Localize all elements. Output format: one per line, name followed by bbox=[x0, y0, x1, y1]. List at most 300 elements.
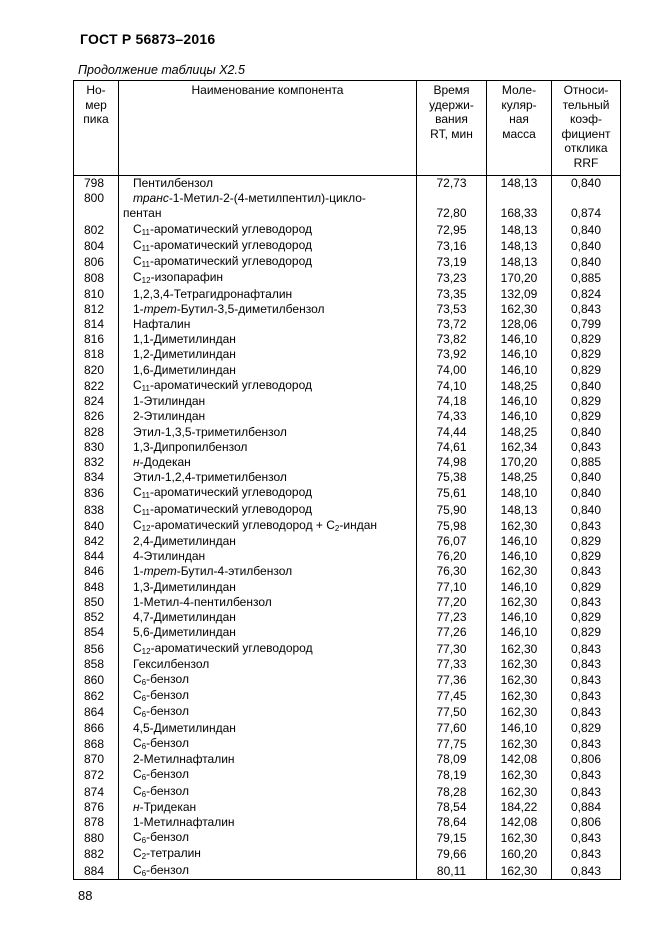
header-retention-time bbox=[417, 81, 487, 176]
table-row bbox=[74, 784, 621, 800]
header-line: RT, мин bbox=[430, 126, 473, 141]
table-row bbox=[74, 238, 621, 254]
name-text: 4,7-Диметилиндан bbox=[133, 610, 236, 625]
peak-number-cell: 810 bbox=[74, 287, 119, 302]
name-text: 4,5-Диметилиндан bbox=[133, 720, 236, 735]
name-text: -бензол bbox=[146, 735, 189, 750]
peak-number-cell: 878 bbox=[74, 815, 119, 830]
retention-time-cell: 78,64 bbox=[417, 815, 487, 830]
header-line: удержи- bbox=[429, 97, 474, 112]
peak-number-cell: 822 bbox=[74, 378, 119, 394]
table-row bbox=[74, 549, 621, 564]
name-text: Нафталин bbox=[133, 316, 191, 331]
component-name-cell bbox=[119, 440, 417, 455]
rrf-cell: 0,874 bbox=[552, 191, 621, 221]
header-line: отклика bbox=[564, 141, 608, 155]
table-row bbox=[74, 378, 621, 394]
name-text: 2-Метилнафталин bbox=[133, 752, 235, 767]
retention-time-cell: 73,72 bbox=[417, 317, 487, 332]
carbon-symbol: C bbox=[133, 735, 142, 750]
retention-time-cell: 72,73 bbox=[417, 176, 487, 192]
retention-time-cell: 77,36 bbox=[417, 672, 487, 688]
name-text: -Бутил-4-этилбензол bbox=[176, 564, 293, 579]
header-line: RRF bbox=[573, 155, 599, 170]
table-row bbox=[74, 815, 621, 830]
molecular-mass-cell: 146,10 bbox=[487, 721, 552, 736]
retention-time-cell: 75,90 bbox=[417, 502, 487, 518]
header-line: коэф- bbox=[569, 112, 603, 126]
component-name-cell bbox=[119, 784, 417, 800]
component-name-cell bbox=[119, 317, 417, 332]
rrf-cell: 0,843 bbox=[552, 704, 621, 720]
header-line: Время bbox=[433, 83, 470, 97]
peak-number-cell: 832 bbox=[74, 455, 119, 470]
retention-time-cell: 75,38 bbox=[417, 470, 487, 485]
table-row bbox=[74, 688, 621, 704]
header-component-name bbox=[119, 81, 417, 176]
retention-time-cell: 74,10 bbox=[417, 378, 487, 394]
carbon-symbol: C bbox=[133, 517, 142, 532]
header-line: Но- bbox=[86, 83, 106, 97]
retention-time-cell: 73,82 bbox=[417, 332, 487, 347]
retention-time-cell: 77,50 bbox=[417, 704, 487, 720]
molecular-mass-cell: 146,10 bbox=[487, 347, 552, 362]
component-name-cell bbox=[119, 485, 417, 501]
molecular-mass-cell: 148,13 bbox=[487, 254, 552, 270]
table-row bbox=[74, 625, 621, 640]
rrf-cell: 0,843 bbox=[552, 518, 621, 534]
retention-time-cell: 74,44 bbox=[417, 425, 487, 440]
molecular-mass-cell: 162,30 bbox=[487, 736, 552, 752]
name-text: -ароматический углеводород + C bbox=[150, 517, 335, 532]
retention-time-cell: 73,23 bbox=[417, 270, 487, 286]
rrf-cell: 0,840 bbox=[552, 470, 621, 485]
header-relative-response-factor bbox=[552, 81, 621, 176]
name-line-1 bbox=[133, 191, 413, 206]
name-text: -ароматический углеводород bbox=[149, 237, 312, 252]
retention-time-cell: 76,20 bbox=[417, 549, 487, 564]
table-row bbox=[74, 440, 621, 455]
table-row bbox=[74, 534, 621, 549]
table-row bbox=[74, 767, 621, 783]
name-text: -бензол bbox=[146, 688, 189, 703]
molecular-mass-cell: 146,10 bbox=[487, 610, 552, 625]
table-row bbox=[74, 721, 621, 736]
component-name-cell bbox=[119, 736, 417, 752]
peak-number-cell: 854 bbox=[74, 625, 119, 640]
rrf-cell: 0,829 bbox=[552, 409, 621, 424]
retention-time-cell: 73,53 bbox=[417, 302, 487, 317]
component-name-cell bbox=[119, 502, 417, 518]
carbon-count-subscript: 11 bbox=[141, 507, 150, 517]
peak-number-cell: 874 bbox=[74, 784, 119, 800]
molecular-mass-cell: 148,13 bbox=[487, 502, 552, 518]
component-name-cell bbox=[119, 595, 417, 610]
table-row bbox=[74, 800, 621, 815]
rrf-cell: 0,843 bbox=[552, 641, 621, 657]
component-name-cell bbox=[119, 721, 417, 736]
table-row bbox=[74, 470, 621, 485]
header-line: Моле- bbox=[501, 83, 537, 97]
peak-number-cell: 804 bbox=[74, 238, 119, 254]
header-line: мер bbox=[85, 97, 107, 112]
header-line: куляр- bbox=[501, 97, 537, 112]
molecular-mass-cell: 162,34 bbox=[487, 440, 552, 455]
component-name-cell bbox=[119, 425, 417, 440]
rrf-cell: 0,824 bbox=[552, 287, 621, 302]
component-name-cell bbox=[119, 800, 417, 815]
retention-time-cell: 73,19 bbox=[417, 254, 487, 270]
retention-time-cell: 77,26 bbox=[417, 625, 487, 640]
rrf-cell: 0,840 bbox=[552, 425, 621, 440]
rrf-cell: 0,843 bbox=[552, 736, 621, 752]
peak-number-cell: 866 bbox=[74, 721, 119, 736]
table-row bbox=[74, 485, 621, 501]
molecular-mass-cell: 162,30 bbox=[487, 830, 552, 846]
molecular-mass-cell: 148,13 bbox=[487, 238, 552, 254]
peak-number-cell: 830 bbox=[74, 440, 119, 455]
molecular-mass-cell: 170,20 bbox=[487, 270, 552, 286]
retention-time-cell: 75,61 bbox=[417, 485, 487, 501]
name-text: 1,3-Диметилиндан bbox=[133, 579, 236, 594]
name-text: 1,1-Диметилиндан bbox=[133, 332, 236, 347]
document-code: ГОСТ Р 56873–2016 bbox=[80, 31, 216, 47]
carbon-count-subscript: 11 bbox=[141, 383, 150, 393]
table-row bbox=[74, 657, 621, 672]
molecular-mass-cell: 146,10 bbox=[487, 394, 552, 409]
component-name-cell bbox=[119, 830, 417, 846]
rrf-cell: 0,829 bbox=[552, 394, 621, 409]
component-name-cell bbox=[119, 191, 417, 221]
carbon-count-subscript: 11 bbox=[141, 227, 150, 237]
name-text: -Тридекан bbox=[139, 799, 197, 814]
carbon-count-subscript: 6 bbox=[141, 678, 147, 687]
component-name-cell bbox=[119, 347, 417, 362]
carbon-count-subscript: 2 bbox=[334, 523, 340, 533]
retention-time-cell: 75,98 bbox=[417, 518, 487, 534]
name-text: 4-Этилиндан bbox=[133, 549, 206, 564]
name-text: -ароматический углеводород bbox=[149, 485, 312, 500]
table-continuation-caption: Продолжение таблицы X2.5 bbox=[78, 63, 245, 77]
molecular-mass-cell: 162,30 bbox=[487, 564, 552, 579]
carbon-symbol: C bbox=[133, 767, 142, 782]
peak-number-cell: 834 bbox=[74, 470, 119, 485]
name-text: -бензол bbox=[146, 783, 189, 798]
header-line: вания bbox=[435, 112, 468, 126]
carbon-count-subscript: 6 bbox=[141, 789, 147, 799]
component-name-cell bbox=[119, 846, 417, 862]
carbon-symbol: C bbox=[133, 783, 142, 798]
molecular-mass-cell: 148,10 bbox=[487, 485, 552, 501]
rrf-cell: 0,843 bbox=[552, 440, 621, 455]
peak-number-cell: 816 bbox=[74, 332, 119, 347]
name-text: 2,4-Диметилиндан bbox=[133, 534, 236, 549]
header-line: масса bbox=[502, 126, 536, 141]
rrf-cell: 0,829 bbox=[552, 721, 621, 736]
molecular-mass-cell: 148,25 bbox=[487, 378, 552, 394]
peak-number-cell: 812 bbox=[74, 302, 119, 317]
rrf-cell: 0,840 bbox=[552, 485, 621, 501]
table-row bbox=[74, 736, 621, 752]
peak-number-cell: 882 bbox=[74, 846, 119, 862]
peak-number-cell: 838 bbox=[74, 502, 119, 518]
name-text: 1,2-Диметилиндан bbox=[133, 347, 236, 362]
retention-time-cell: 77,45 bbox=[417, 688, 487, 704]
molecular-mass-cell: 146,10 bbox=[487, 534, 552, 549]
name-text: 1,2,3,4-Тетрагидронафталин bbox=[133, 286, 293, 301]
rrf-cell: 0,843 bbox=[552, 302, 621, 317]
peak-number-cell: 880 bbox=[74, 830, 119, 846]
rrf-cell: 0,829 bbox=[552, 534, 621, 549]
component-name-cell bbox=[119, 625, 417, 640]
table-row bbox=[74, 317, 621, 332]
name-text: 1,6-Диметилиндан bbox=[133, 362, 236, 377]
carbon-count-subscript: 12 bbox=[141, 523, 151, 533]
carbon-symbol: C bbox=[133, 377, 142, 392]
name-text: 5,6-Диметилиндан bbox=[133, 625, 236, 640]
retention-time-cell: 79,66 bbox=[417, 846, 487, 862]
peak-number-cell: 870 bbox=[74, 752, 119, 767]
molecular-mass-cell: 168,33 bbox=[487, 191, 552, 221]
peak-number-cell: 862 bbox=[74, 688, 119, 704]
name-text: 1-Метилнафталин bbox=[133, 814, 235, 829]
carbon-count-subscript: 12 bbox=[141, 646, 151, 656]
retention-time-cell: 74,00 bbox=[417, 363, 487, 378]
retention-time-cell: 74,61 bbox=[417, 440, 487, 455]
rrf-cell: 0,840 bbox=[552, 502, 621, 518]
components-table bbox=[73, 80, 621, 880]
retention-time-cell: 76,07 bbox=[417, 534, 487, 549]
retention-time-cell: 78,28 bbox=[417, 784, 487, 800]
carbon-count-subscript: 6 bbox=[141, 741, 147, 751]
component-name-cell bbox=[119, 302, 417, 317]
peak-number-cell: 858 bbox=[74, 657, 119, 672]
rrf-cell: 0,843 bbox=[552, 672, 621, 688]
carbon-count-subscript: 6 bbox=[141, 868, 147, 878]
retention-time-cell: 73,92 bbox=[417, 347, 487, 362]
carbon-symbol: C bbox=[133, 704, 142, 719]
name-text: -ароматический углеводород bbox=[149, 501, 312, 516]
carbon-symbol: C bbox=[133, 846, 142, 861]
molecular-mass-cell: 162,30 bbox=[487, 672, 552, 688]
component-name-cell bbox=[119, 672, 417, 688]
component-name-cell bbox=[119, 176, 417, 192]
table-row bbox=[74, 455, 621, 470]
table-row bbox=[74, 176, 621, 192]
carbon-symbol: C bbox=[133, 830, 142, 845]
component-name-cell bbox=[119, 767, 417, 783]
retention-time-cell: 74,33 bbox=[417, 409, 487, 424]
component-name-cell bbox=[119, 254, 417, 270]
molecular-mass-cell: 160,20 bbox=[487, 846, 552, 862]
retention-time-cell: 74,18 bbox=[417, 394, 487, 409]
rrf-cell: 0,843 bbox=[552, 830, 621, 846]
table-body bbox=[74, 176, 621, 880]
peak-number-cell: 842 bbox=[74, 534, 119, 549]
header-line: ная bbox=[509, 112, 529, 126]
retention-time-cell: 77,33 bbox=[417, 657, 487, 672]
peak-number-cell: 828 bbox=[74, 425, 119, 440]
carbon-symbol: C bbox=[133, 221, 142, 236]
peak-number-cell: 840 bbox=[74, 518, 119, 534]
carbon-symbol: C bbox=[133, 485, 142, 500]
name-text: 1- bbox=[133, 564, 144, 579]
molecular-mass-cell: 128,06 bbox=[487, 317, 552, 332]
name-text: -бензол bbox=[146, 767, 189, 782]
carbon-count-subscript: 6 bbox=[141, 773, 147, 783]
rrf-cell: 0,840 bbox=[552, 378, 621, 394]
header-line: Относи- bbox=[563, 83, 609, 97]
header-line: пика bbox=[83, 112, 109, 126]
retention-time-cell: 72,95 bbox=[417, 222, 487, 238]
peak-number-cell: 872 bbox=[74, 767, 119, 783]
peak-number-cell: 876 bbox=[74, 800, 119, 815]
retention-time-cell: 77,20 bbox=[417, 595, 487, 610]
table-header-row bbox=[74, 81, 621, 176]
name-text: -бензол bbox=[146, 862, 189, 877]
molecular-mass-cell: 162,30 bbox=[487, 688, 552, 704]
peak-number-cell: 848 bbox=[74, 580, 119, 595]
molecular-mass-cell: 184,22 bbox=[487, 800, 552, 815]
peak-number-cell: 808 bbox=[74, 270, 119, 286]
name-text: -ароматический углеводород bbox=[149, 377, 312, 392]
component-name-cell bbox=[119, 394, 417, 409]
rrf-cell: 0,806 bbox=[552, 752, 621, 767]
molecular-mass-cell: 162,30 bbox=[487, 518, 552, 534]
component-name-cell bbox=[119, 564, 417, 579]
carbon-count-subscript: 12 bbox=[141, 276, 151, 286]
component-name-cell bbox=[119, 270, 417, 286]
retention-time-cell: 79,15 bbox=[417, 830, 487, 846]
rrf-cell: 0,799 bbox=[552, 317, 621, 332]
molecular-mass-cell: 162,30 bbox=[487, 767, 552, 783]
component-name-cell bbox=[119, 752, 417, 767]
header-peak-number bbox=[74, 81, 119, 176]
table-row bbox=[74, 191, 621, 221]
table-row bbox=[74, 610, 621, 625]
carbon-count-subscript: 11 bbox=[141, 243, 150, 253]
retention-time-cell: 78,54 bbox=[417, 800, 487, 815]
rrf-cell: 0,829 bbox=[552, 549, 621, 564]
carbon-symbol: C bbox=[133, 688, 142, 703]
header-line: тельный bbox=[562, 97, 610, 112]
name-italic-prefix: трет bbox=[143, 564, 177, 579]
retention-time-cell: 80,11 bbox=[417, 863, 487, 880]
table-row bbox=[74, 830, 621, 846]
name-italic-prefix: транс bbox=[133, 191, 169, 206]
table-row bbox=[74, 425, 621, 440]
name-text: Этил-1,3,5-триметилбензол bbox=[133, 424, 287, 439]
molecular-mass-cell: 146,10 bbox=[487, 409, 552, 424]
rrf-cell: 0,829 bbox=[552, 332, 621, 347]
component-name-cell bbox=[119, 409, 417, 424]
component-name-cell bbox=[119, 287, 417, 302]
name-text: -ароматический углеводород bbox=[149, 254, 312, 269]
retention-time-cell: 77,75 bbox=[417, 736, 487, 752]
table-row bbox=[74, 595, 621, 610]
peak-number-cell: 814 bbox=[74, 317, 119, 332]
table-row bbox=[74, 672, 621, 688]
header-molecular-mass bbox=[487, 81, 552, 176]
peak-number-cell: 844 bbox=[74, 549, 119, 564]
table-row bbox=[74, 394, 621, 409]
peak-number-cell: 846 bbox=[74, 564, 119, 579]
component-name-cell bbox=[119, 815, 417, 830]
table-row bbox=[74, 222, 621, 238]
carbon-count-subscript: 6 bbox=[141, 694, 147, 704]
component-name-cell bbox=[119, 549, 417, 564]
molecular-mass-cell: 148,13 bbox=[487, 222, 552, 238]
rrf-cell: 0,829 bbox=[552, 625, 621, 640]
peak-number-cell: 824 bbox=[74, 394, 119, 409]
retention-time-cell: 77,60 bbox=[417, 721, 487, 736]
table-row bbox=[74, 846, 621, 862]
rrf-cell: 0,843 bbox=[552, 595, 621, 610]
peak-number-cell: 806 bbox=[74, 254, 119, 270]
retention-time-cell: 78,09 bbox=[417, 752, 487, 767]
name-text: -Додекан bbox=[139, 454, 191, 469]
rrf-cell: 0,840 bbox=[552, 254, 621, 270]
component-name-cell bbox=[119, 470, 417, 485]
table-row bbox=[74, 502, 621, 518]
rrf-cell: 0,829 bbox=[552, 610, 621, 625]
table-row bbox=[74, 347, 621, 362]
peak-number-cell: 836 bbox=[74, 485, 119, 501]
name-text: Пентилбензол bbox=[133, 176, 213, 190]
name-italic-prefix: н bbox=[133, 454, 140, 469]
name-text: 1- bbox=[133, 301, 144, 316]
rrf-cell: 0,840 bbox=[552, 222, 621, 238]
peak-number-cell: 800 bbox=[74, 191, 119, 221]
table-row bbox=[74, 704, 621, 720]
component-name-cell bbox=[119, 704, 417, 720]
peak-number-cell: 850 bbox=[74, 595, 119, 610]
component-name-cell bbox=[119, 518, 417, 534]
header-line: Наименование компонента bbox=[191, 83, 344, 97]
rrf-cell: 0,806 bbox=[552, 815, 621, 830]
name-text: 1,3-Дипропилбензол bbox=[133, 439, 248, 454]
rrf-cell: 0,843 bbox=[552, 767, 621, 783]
component-name-cell bbox=[119, 580, 417, 595]
peak-number-cell: 802 bbox=[74, 222, 119, 238]
peak-number-cell: 818 bbox=[74, 347, 119, 362]
name-text: Гексилбензол bbox=[133, 656, 210, 671]
molecular-mass-cell: 132,09 bbox=[487, 287, 552, 302]
component-name-cell bbox=[119, 332, 417, 347]
rrf-cell: 0,840 bbox=[552, 176, 621, 192]
name-text: -бензол bbox=[146, 704, 189, 719]
molecular-mass-cell: 148,13 bbox=[487, 176, 552, 192]
molecular-mass-cell: 170,20 bbox=[487, 455, 552, 470]
molecular-mass-cell: 142,08 bbox=[487, 815, 552, 830]
name-text: 1-Метил-4-пентилбензол bbox=[133, 594, 272, 609]
carbon-symbol: C bbox=[133, 237, 142, 252]
retention-time-cell: 74,98 bbox=[417, 455, 487, 470]
name-line-2: пентан bbox=[123, 206, 162, 221]
molecular-mass-cell: 162,30 bbox=[487, 704, 552, 720]
molecular-mass-cell: 146,10 bbox=[487, 332, 552, 347]
component-name-cell bbox=[119, 455, 417, 470]
rrf-cell: 0,829 bbox=[552, 347, 621, 362]
carbon-symbol: C bbox=[133, 270, 142, 285]
retention-time-cell: 76,30 bbox=[417, 564, 487, 579]
name-text: -ароматический углеводород bbox=[150, 640, 313, 655]
name-text: 1-Этилиндан bbox=[133, 394, 206, 409]
peak-number-cell: 826 bbox=[74, 409, 119, 424]
rrf-cell: 0,843 bbox=[552, 564, 621, 579]
retention-time-cell: 72,80 bbox=[417, 191, 487, 221]
name-text: 2-Этилиндан bbox=[133, 409, 206, 424]
